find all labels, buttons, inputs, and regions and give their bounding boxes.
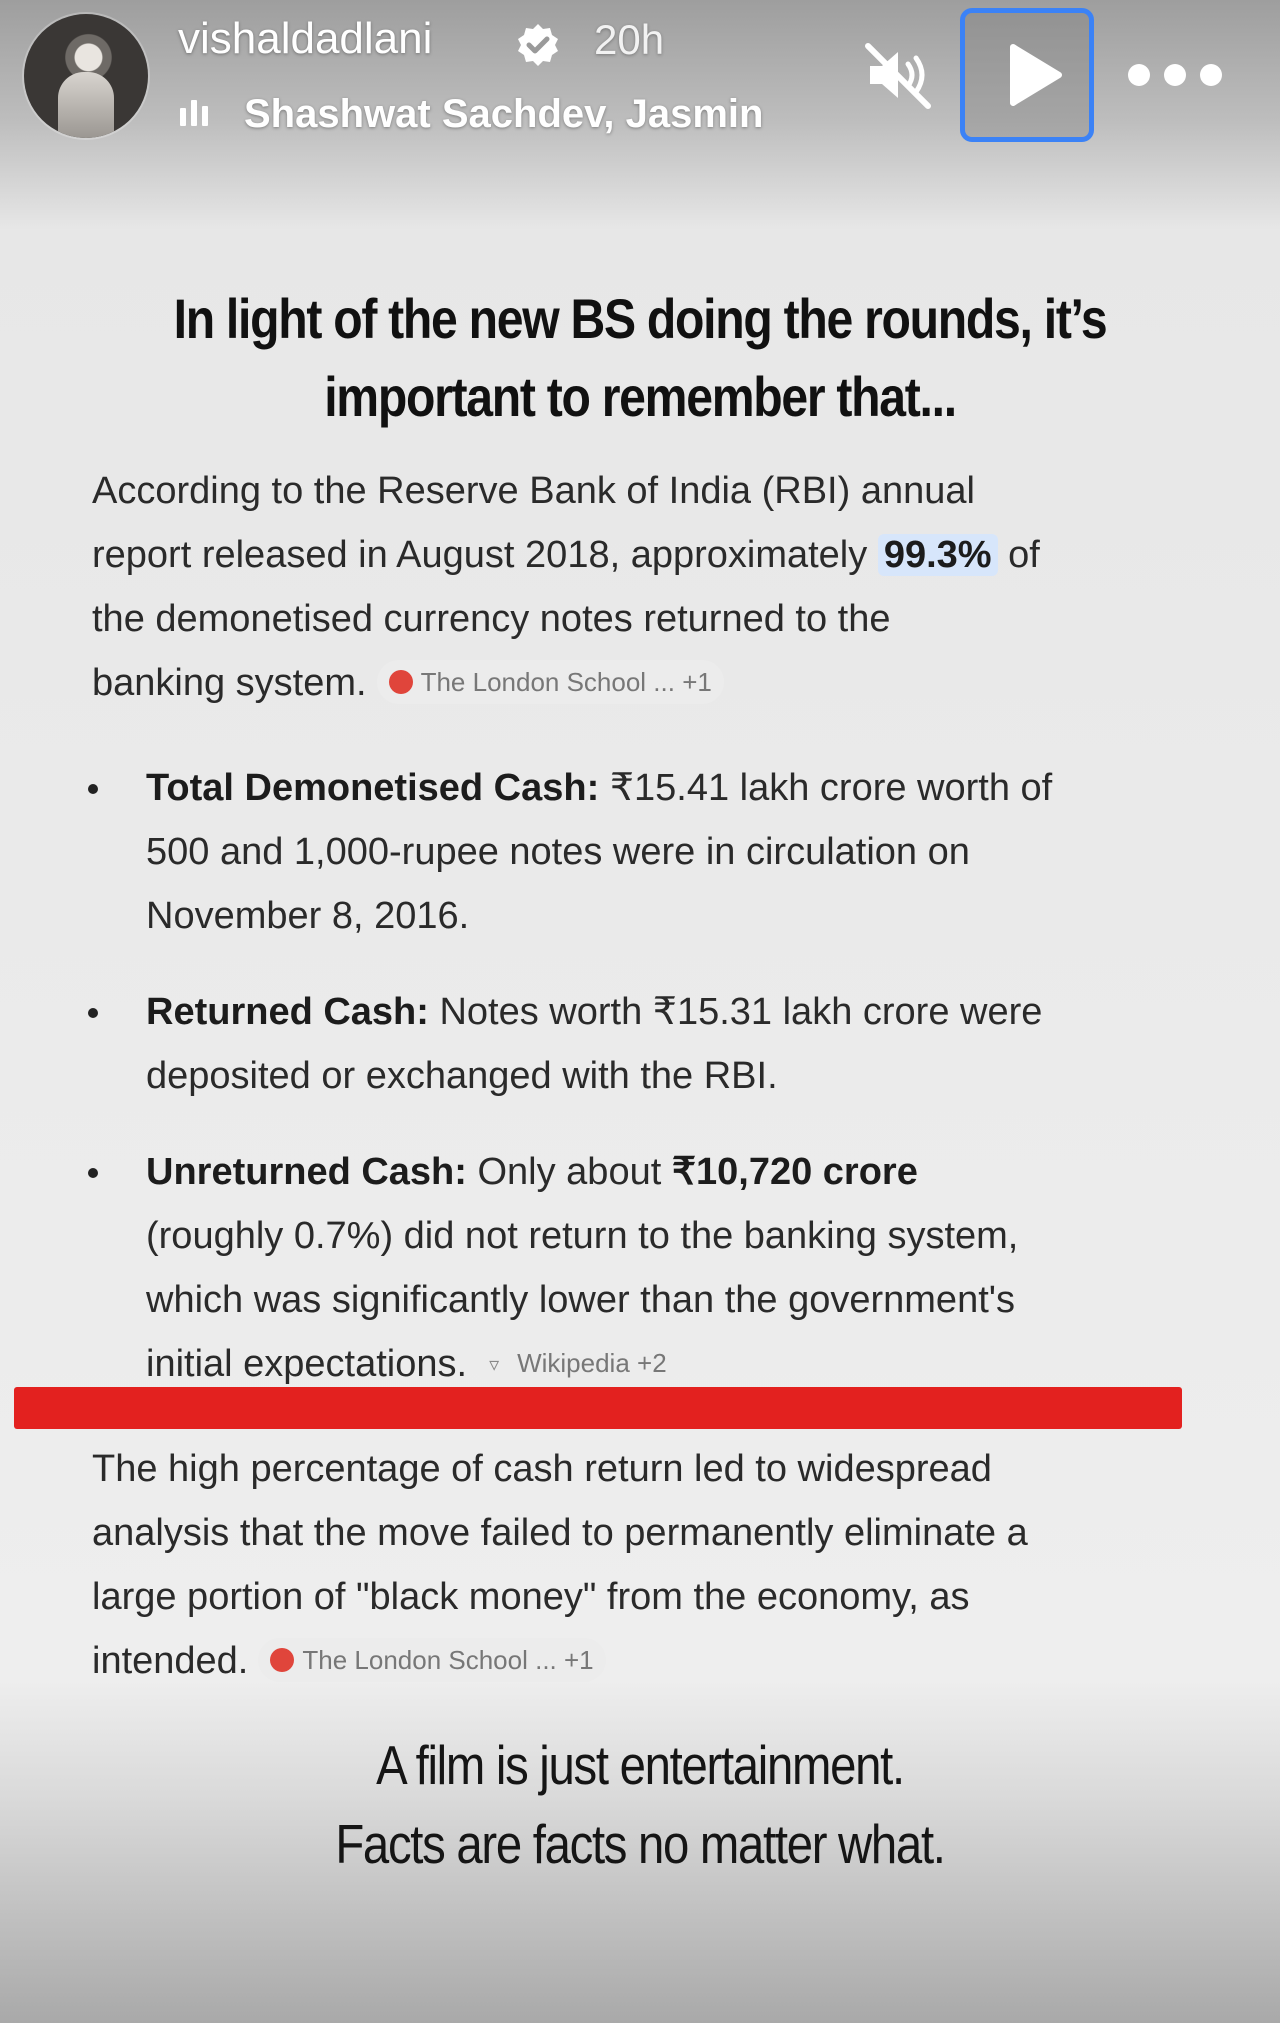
story-headline-line-1: In light of the new BS doing the rounds, it’s (173, 287, 1107, 350)
bullet-1-line-1: Total Demonetised Cash: ₹15.41 lakh crore worth of (146, 767, 1053, 809)
play-button[interactable] (960, 8, 1094, 142)
audio-bars-icon (180, 100, 210, 126)
source-chip[interactable]: ▿ Wikipedia +2 (477, 1341, 679, 1385)
intro-line-2: report released in August 2018, approximately 99.3% of (92, 534, 1040, 576)
source-chip[interactable]: The London School ... +1 (258, 1638, 605, 1682)
verified-badge-icon (515, 22, 561, 68)
post-time: 20h (594, 16, 665, 63)
intro-line-3: the demonetised currency notes returned to the (92, 598, 891, 640)
source-logo-icon (270, 1648, 294, 1672)
story-caption-line-2: Facts are facts no matter what. (335, 1813, 945, 1875)
bullet-icon (88, 1008, 98, 1018)
bullet-2-line-1: Returned Cash: Notes worth ₹15.31 lakh crore were (146, 991, 1043, 1033)
story-headline-line-2: important to remember that... (324, 365, 956, 428)
bullet-3-line-3: which was significantly lower than the government's (146, 1279, 1016, 1321)
percent-highlight: 99.3% (878, 534, 998, 576)
bullet-3-line-4: initial expectations. ▿ Wikipedia +2 (146, 1332, 679, 1396)
bullet-1-line-2: 500 and 1,000-rupee notes were in circulation on (146, 831, 970, 873)
avatar[interactable] (24, 14, 148, 138)
source-logo-icon (389, 670, 413, 694)
closing-line-1: The high percentage of cash return led to widespread (92, 1448, 992, 1490)
red-underline-bar (14, 1387, 1182, 1429)
more-options-button[interactable] (1128, 56, 1228, 96)
bullet-icon (88, 784, 98, 794)
closing-line-4: intended. The London School ... +1 (92, 1629, 606, 1693)
speaker-muted-icon[interactable] (862, 38, 936, 112)
closing-line-2: analysis that the move failed to permanently eliminate a (92, 1512, 1028, 1554)
music-credit[interactable]: Shashwat Sachdev, Jasmin (244, 92, 764, 136)
bullet-3-line-2: (roughly 0.7%) did not return to the banking system, (146, 1215, 1019, 1257)
intro-line-1: According to the Reserve Bank of India (RBI) annual (92, 470, 975, 512)
bullet-icon (88, 1168, 98, 1178)
closing-line-3: large portion of "black money" from the economy, as (92, 1576, 970, 1618)
bullet-2-line-2: deposited or exchanged with the RBI. (146, 1055, 778, 1097)
username[interactable]: vishaldadlani (178, 14, 433, 63)
bullet-1-line-3: November 8, 2016. (146, 895, 470, 937)
bullet-3-line-1: Unreturned Cash: Only about ₹10,720 crore (146, 1151, 918, 1193)
intro-line-4: banking system. The London School ... +1 (92, 651, 724, 715)
play-icon (1001, 43, 1065, 107)
source-chip[interactable]: The London School ... +1 (377, 660, 724, 704)
source-logo-icon: ▿ (489, 1354, 500, 1377)
story-caption-line-1: A film is just entertainment. (376, 1734, 904, 1796)
